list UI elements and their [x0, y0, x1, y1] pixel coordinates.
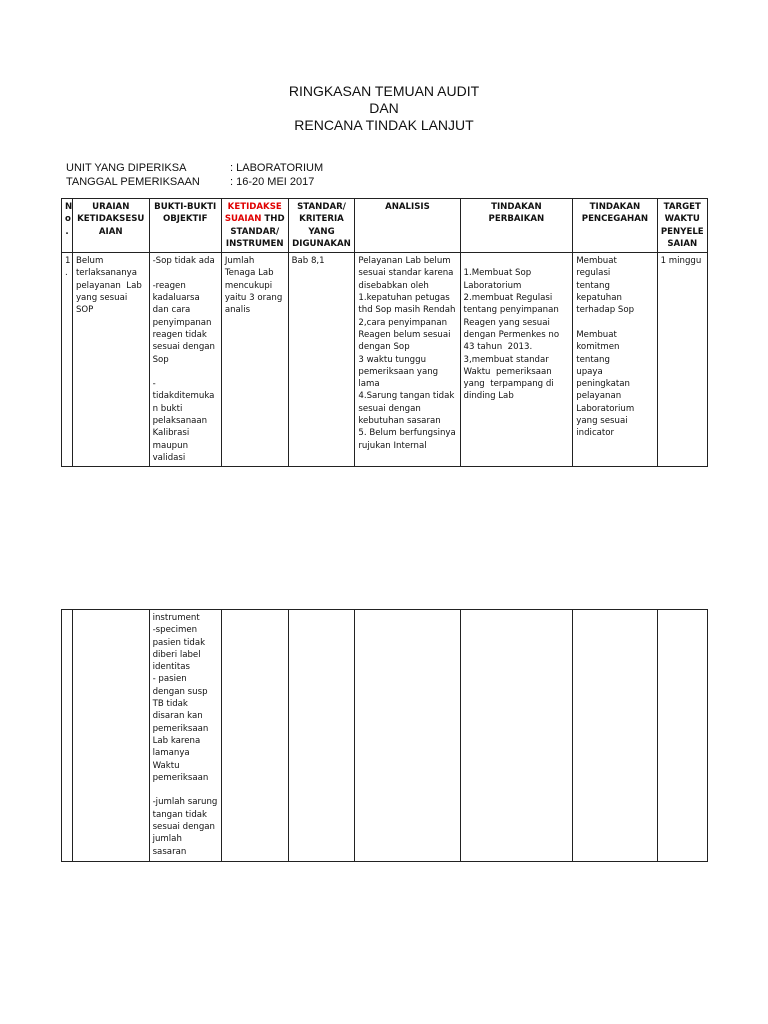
info-label-date: TANGGAL PEMERIKSAAN: [66, 176, 200, 188]
cell-no: 1 .: [62, 253, 73, 467]
cell-pencegahan: Membuat regulasi tentang kepatuhan terhadap Sop Membuat komitmen tentang upaya peningkatan pelayanan Laboratorium yang sesuai indicator: [573, 253, 657, 467]
cell-perbaikan: [460, 610, 573, 862]
cell-ketidaksesuaian: [221, 610, 288, 862]
header-bukti: BUKTI-BUKTI OBJEKTIF: [149, 199, 221, 253]
header-analisis: ANALISIS: [355, 199, 460, 253]
table-row: [62, 610, 708, 862]
cell-no: [62, 610, 73, 862]
title-line-3: RENCANA TINDAK LANJUT: [294, 117, 474, 133]
cell-ketidaksesuaian: Jumlah Tenaga Lab mencukupi yaitu 3 orang analis: [221, 253, 288, 467]
info-row-unit: [66, 161, 323, 175]
info-value-unit: : LABORATORIUM: [230, 162, 324, 174]
cell-pencegahan: [573, 610, 657, 862]
header-target: TARGET WAKTU PENYELE SAIAN: [657, 199, 707, 253]
audit-findings-table: [61, 198, 708, 467]
header-uraian: URAIAN KETIDAKSESU AIAN: [72, 199, 149, 253]
cell-standar: [288, 610, 355, 862]
header-no: N o .: [62, 199, 73, 253]
cell-uraian: Belum terlaksananya pelayanan Lab yang sesuai SOP: [72, 253, 149, 467]
cell-uraian: [72, 610, 149, 862]
header-ketidak-rest: THD STANDAR/ INSTRUMEN: [225, 214, 285, 249]
cell-target: 1 minggu: [657, 253, 707, 467]
title-line-2: DAN: [369, 100, 399, 116]
header-ketidaksesuaian: [221, 199, 288, 253]
cell-bukti: -Sop tidak ada -reagen kadaluarsa dan cara penyimpanan reagen tidak sesuai dengan Sop - tidakditemuka n bukti pelaksanaan Kalibrasi maupun validasi: [149, 253, 221, 467]
cell-perbaikan: 1.Membuat Sop Laboratorium 2.membuat Regulasi tentang penyimpanan Reagen yang sesuai dengan Permenkes no 43 tahun 2013. 3,membuat standar Waktu pemeriksaan yang terpampang di dinding Lab: [460, 253, 573, 467]
audit-findings-table-continued: [61, 609, 708, 862]
cell-analisis: Pelayanan Lab belum sesuai standar karena disebabkan oleh 1.kepatuhan petugas thd Sop masih Rendah 2,cara penyimpanan Reagen belum sesuai dengan Sop 3 waktu tunggu pemeriksaan yang lama 4.Sarung tangan tidak sesuai dengan kebutuhan sasaran 5. Belum berfungsinya rujukan Internal: [355, 253, 460, 467]
cell-analisis: [355, 610, 460, 862]
table-header-row: [62, 199, 708, 253]
info-label-unit: UNIT YANG DIPERIKSA: [66, 162, 187, 174]
audit-info: [66, 161, 323, 189]
info-value-date: : 16-20 MEI 2017: [230, 176, 315, 188]
cell-target: [657, 610, 707, 862]
header-perbaikan: TINDAKAN PERBAIKAN: [460, 199, 573, 253]
cell-standar: Bab 8,1: [288, 253, 355, 467]
header-standar: STANDAR/ KRITERIA YANG DIGUNAKAN: [288, 199, 355, 253]
cell-bukti: instrument -specimen pasien tidak diberi label identitas - pasien dengan susp TB tidak disaran kan pemeriksaan Lab karena lamanya Waktu pemeriksaan -jumlah sarung tangan tidak sesuai dengan jumlah sasaran: [149, 610, 221, 862]
header-ketidak-red: KETIDAKSE SUAIAN: [224, 202, 282, 225]
header-pencegahan: TINDAKAN PENCEGAHAN: [573, 199, 657, 253]
title-line-1: RINGKASAN TEMUAN AUDIT: [288, 83, 480, 99]
info-row-date: [66, 175, 323, 189]
table-row: [62, 253, 708, 467]
document-title: [0, 83, 768, 134]
